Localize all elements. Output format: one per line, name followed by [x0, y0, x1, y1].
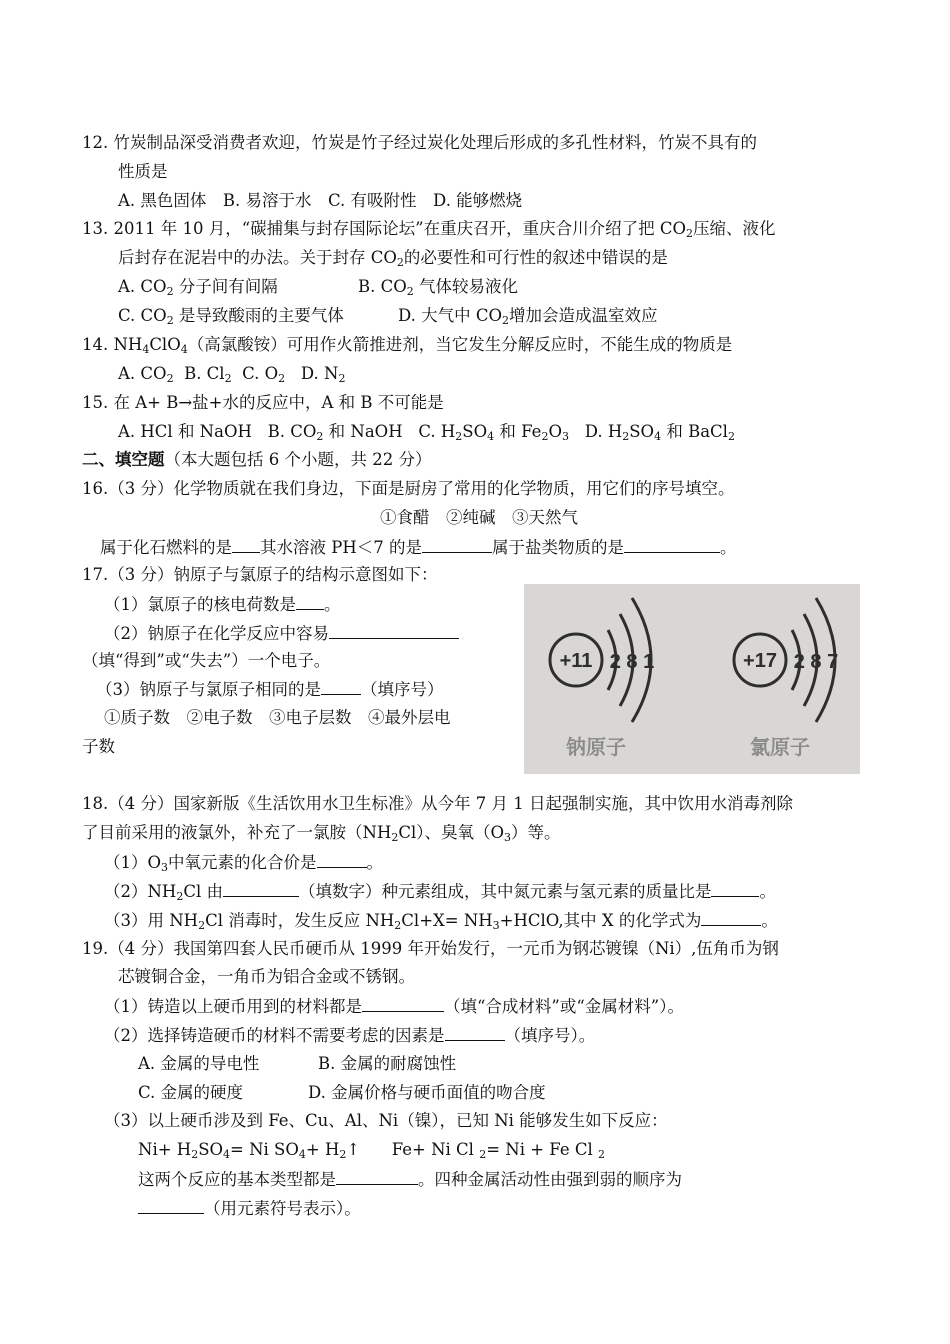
q12-stem-line1: 12. 竹炭制品深受消费者欢迎，竹炭是竹子经过炭化处理后形成的多孔性材料，竹炭不具有的 [82, 133, 757, 152]
q18-blank-3[interactable] [711, 880, 759, 897]
q19-blank-3[interactable] [336, 1168, 418, 1185]
section-2-heading: 二、填空题（本大题包括 6 个小题，共 22 分） [82, 450, 432, 469]
q18-blank-4[interactable] [701, 909, 761, 926]
q18-blank-1[interactable] [317, 851, 367, 868]
q19-sub3-fill: 这两个反应的基本类型都是 。四种金属活动性由强到弱的顺序为 [138, 1170, 682, 1189]
q18-sub1: $(1)O_3$中氧元素的化合价是 。 [104, 853, 384, 874]
q19-stem-line2: 芯镀铜合金，一角币为铝合金或不锈钢。 [118, 967, 415, 986]
q14-options: A. $CO_2$ B. $Cl_2$ C. $O_2$ D. $N_2$ [118, 364, 346, 385]
sodium-label: 钠原子 [566, 735, 626, 759]
q12-stem-line2: 性质是 [118, 162, 168, 181]
q17-sub2-hint: （填“得到”或“失去”）一个电子。 [82, 651, 331, 670]
q19-option-d: D. 金属价格与硬币面值的吻合度 [308, 1083, 546, 1102]
q15-stem: 15. 在 A+ B→盐+水的反应中，A 和 B 不可能是 [82, 393, 444, 412]
q18-stem-line2: 了目前采用的液氯外，补充了一氯胺$(NH_2Cl)$、臭氧$(O_3)$等。 [82, 823, 561, 844]
q19-sub3: （3）以上硬币涉及到 Fe、Cu、Al、Ni（镍），已知 Ni 能够发生如下反应： [104, 1111, 668, 1130]
q13-option-d: D. 大气中 $CO_2$增加会造成温室效应 [398, 306, 658, 327]
q19-blank-1[interactable] [362, 995, 444, 1012]
q16-fill-line: 属于化石燃料的是 其水溶液 PH＜7 的是 属于盐类物质的是 。 [100, 538, 737, 557]
chlorine-shells-label: 2 8 7 [793, 651, 839, 673]
q19-sub2: （2）选择铸造硬币的材料不需要考虑的因素是 （填序号）。 [104, 1026, 596, 1045]
chlorine-label: 氯原子 [750, 735, 810, 759]
q19-option-a: A. 金属的导电性 [138, 1054, 260, 1073]
q16-items: ①食醋 ②纯碱 ③天然气 [380, 508, 578, 527]
q12-options: A. 黑色固体 B. 易溶于水 C. 有吸附性 D. 能够燃烧 [118, 191, 523, 210]
q17-sub1: （1）氯原子的核电荷数是 。 [104, 595, 341, 614]
q19-equations: $Ni+ H_2SO_4= Ni$ $SO_4+$ $H_2↑$ Fe+ Ni Cl $_2$= Ni + Fe Cl $_2$ [138, 1140, 605, 1161]
q14-stem: 14. $NH_4ClO_4$（高氯酸铵）可用作火箭推进剂，当它发生分解反应时，不能生成的物质是 [82, 335, 733, 356]
q19-blank-2[interactable] [445, 1024, 505, 1041]
q19-option-b: B. 金属的耐腐蚀性 [318, 1054, 457, 1073]
atom-structure-diagram [524, 584, 860, 774]
q16-blank-2[interactable] [422, 536, 492, 553]
q17-blank-3[interactable] [321, 678, 361, 695]
q19-stem-line1: 19.（4 分）我国第四套人民币硬币从 1999 年开始发行，一元币为钢芯镀镍（Ni）,伍角币为钢 [82, 939, 779, 958]
q17-stem: 17.（3 分）钠原子与氯原子的结构示意图如下： [82, 565, 438, 584]
q18-stem-line1: 18.（4 分）国家新版《生活饮用水卫生标准》从今年 7 月 1 日起强制实施，其中饮用水消毒剂除 [82, 794, 793, 813]
q13-option-a: A. $CO_2$ 分子间有间隔 [118, 277, 278, 298]
q16-blank-3[interactable] [624, 536, 720, 553]
q17-sub2: （2）钠原子在化学反应中容易 [104, 622, 459, 645]
q18-sub3: （3）用 $NH_2Cl$ 消毒时，发生反应 $NH_2Cl+X=$ $NH_3+HClO$,其中 X 的化学式为 。 [104, 911, 778, 932]
chlorine-core-label: +17 [743, 650, 777, 672]
q19-sub1: （1）铸造以上硬币用到的材料都是 （填“合成材料”或“金属材料”）。 [104, 997, 684, 1016]
q17-blank-1[interactable] [296, 593, 324, 610]
sodium-shells-label: 2 8 1 [609, 651, 655, 673]
q16-blank-1[interactable] [232, 536, 260, 553]
q13-stem-line1: 13. 2011 年 10 月，“碳捕集与封存国际论坛”在重庆召开，重庆合川介绍了把 $CO_2$压缩、液化 [82, 219, 776, 240]
q16-stem: 16.（3 分）化学物质就在我们身边，下面是厨房了常用的化学物质，用它们的序号填空。 [82, 479, 735, 498]
q13-option-b: B. $CO_2$ 气体较易液化 [358, 277, 519, 298]
sodium-core-label: +11 [559, 650, 593, 672]
q18-sub2: $(2)NH_2Cl$ 由 （填数字）种元素组成，其中氮元素与氢元素的质量比是 。 [104, 882, 776, 903]
q17-sub3: （3）钠原子与氯原子相同的是 （填序号） [96, 680, 444, 699]
q15-options: A. HCl 和 NaOH B. $CO_2$ 和 NaOH C. $H_2SO_4$ 和 $Fe_2O_3$ D. $H_2SO_4$ 和 BaCl$_2$ [118, 422, 735, 443]
q13-option-c: C. $CO_2$ 是导致酸雨的主要气体 [118, 306, 344, 327]
q19-blank-4[interactable] [138, 1197, 204, 1214]
q17-sub3-options: ①质子数 ②电子数 ③电子层数 ④最外层电 [104, 708, 451, 727]
q18-blank-2[interactable] [223, 880, 299, 897]
q19-option-c: C. 金属的硬度 [138, 1083, 244, 1102]
q13-stem-line2: 后封存在泥岩中的办法。关于封存 $CO_2$的必要性和可行性的叙述中错误的是 [118, 248, 668, 269]
q17-blank-2[interactable] [329, 622, 459, 639]
q17-sub3-options-cont: 子数 [82, 737, 115, 756]
q19-sub3-fill2: （用元素符号表示）。 [138, 1197, 361, 1220]
